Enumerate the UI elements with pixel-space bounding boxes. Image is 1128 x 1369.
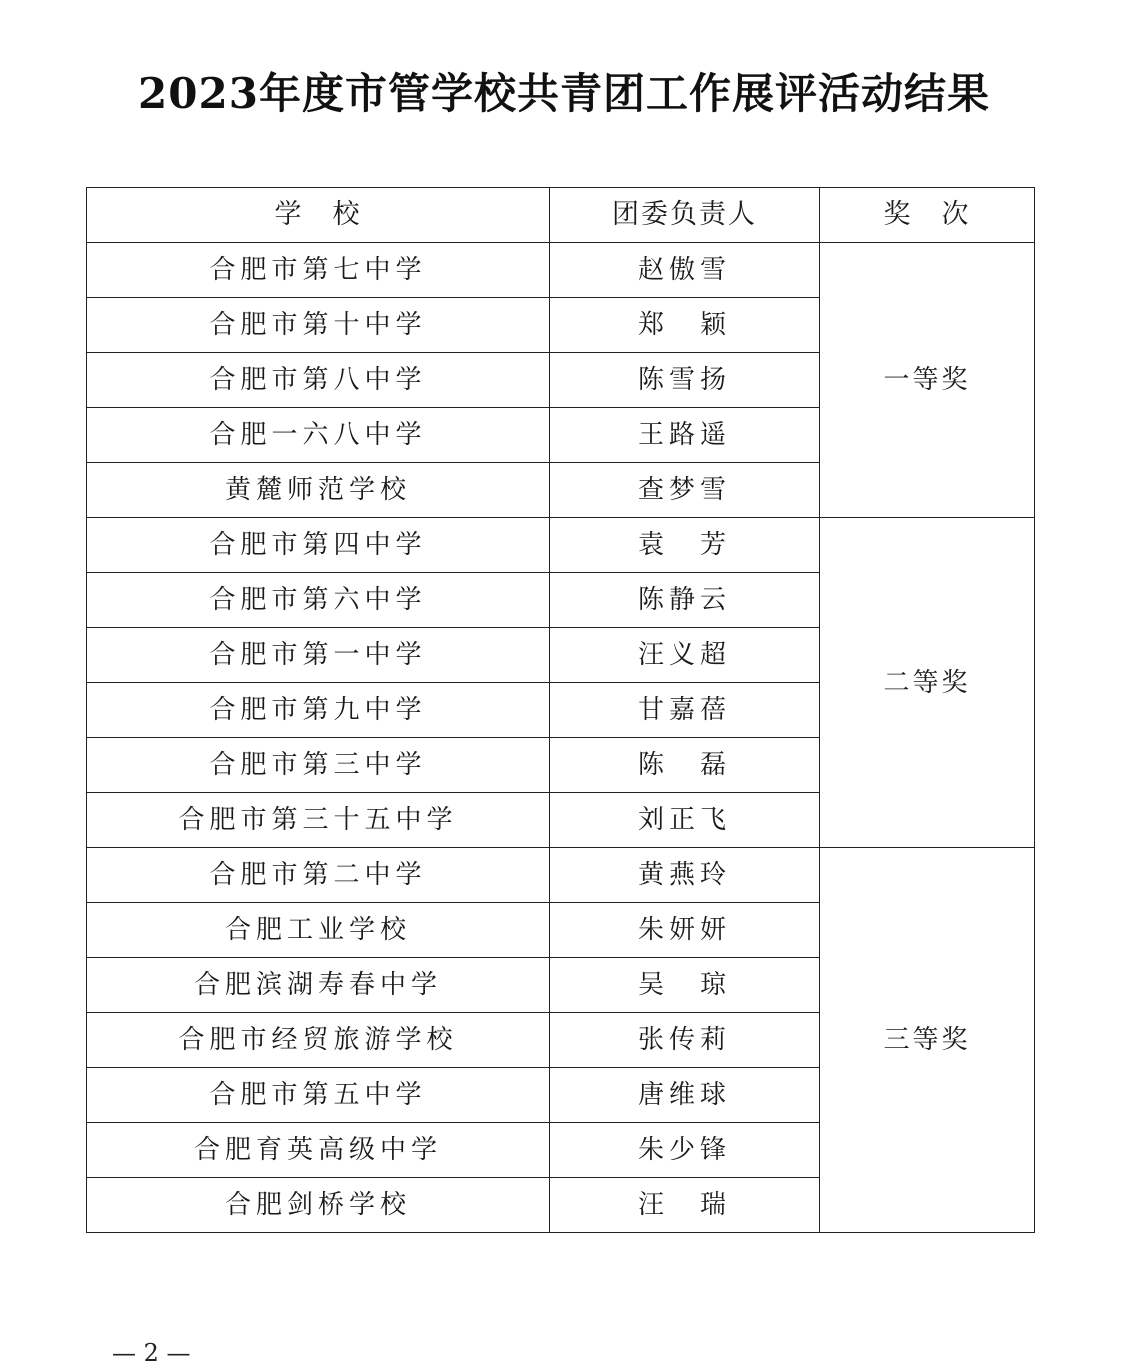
leader-cell: 甘嘉蓓 [550, 683, 820, 738]
leader-cell: 袁 芳 [550, 518, 820, 573]
leader-cell: 唐维球 [550, 1068, 820, 1123]
school-cell: 合肥滨湖寿春中学 [87, 958, 550, 1013]
school-cell: 合肥市第七中学 [87, 243, 550, 298]
leader-cell: 陈雪扬 [550, 353, 820, 408]
leader-cell: 郑 颖 [550, 298, 820, 353]
leader-cell: 赵傲雪 [550, 243, 820, 298]
header-award: 奖 次 [820, 188, 1035, 243]
school-cell: 合肥剑桥学校 [87, 1178, 550, 1233]
leader-cell: 汪 瑞 [550, 1178, 820, 1233]
school-cell: 合肥市第五中学 [87, 1068, 550, 1123]
school-cell: 合肥一六八中学 [87, 408, 550, 463]
school-cell: 合肥市第六中学 [87, 573, 550, 628]
leader-cell: 王路遥 [550, 408, 820, 463]
school-cell: 合肥市第三中学 [87, 738, 550, 793]
school-cell: 合肥市第四中学 [87, 518, 550, 573]
school-cell: 合肥市第十中学 [87, 298, 550, 353]
school-cell: 合肥市第三十五中学 [87, 793, 550, 848]
school-cell: 合肥工业学校 [87, 903, 550, 958]
header-school: 学 校 [87, 188, 550, 243]
leader-cell: 朱妍妍 [550, 903, 820, 958]
award-cell-third: 三等奖 [820, 848, 1035, 1233]
school-cell: 合肥市经贸旅游学校 [87, 1013, 550, 1068]
leader-cell: 刘正飞 [550, 793, 820, 848]
school-cell: 合肥市第九中学 [87, 683, 550, 738]
header-row [87, 188, 1035, 243]
table-header [87, 188, 1035, 243]
results-table [86, 187, 1035, 1233]
leader-cell: 陈静云 [550, 573, 820, 628]
table-body [87, 243, 1035, 1233]
table-row [87, 243, 1035, 298]
leader-cell: 查梦雪 [550, 463, 820, 518]
school-cell: 合肥市第二中学 [87, 848, 550, 903]
school-cell: 合肥育英高级中学 [87, 1123, 550, 1178]
leader-cell: 陈 磊 [550, 738, 820, 793]
leader-cell: 张传莉 [550, 1013, 820, 1068]
table-row [87, 518, 1035, 573]
leader-cell: 黄燕玲 [550, 848, 820, 903]
table-row [87, 848, 1035, 903]
school-cell: 合肥市第一中学 [87, 628, 550, 683]
leader-cell: 汪义超 [550, 628, 820, 683]
school-cell: 黄麓师范学校 [87, 463, 550, 518]
award-cell-second: 二等奖 [820, 518, 1035, 848]
page-number: — 2 — [112, 1339, 191, 1367]
document-title: 2023年度市管学校共青团工作展评活动结果 [138, 69, 990, 118]
school-cell: 合肥市第八中学 [87, 353, 550, 408]
leader-cell: 朱少锋 [550, 1123, 820, 1178]
header-leader: 团委负责人 [550, 188, 820, 243]
leader-cell: 吴 琼 [550, 958, 820, 1013]
award-cell-first: 一等奖 [820, 243, 1035, 518]
